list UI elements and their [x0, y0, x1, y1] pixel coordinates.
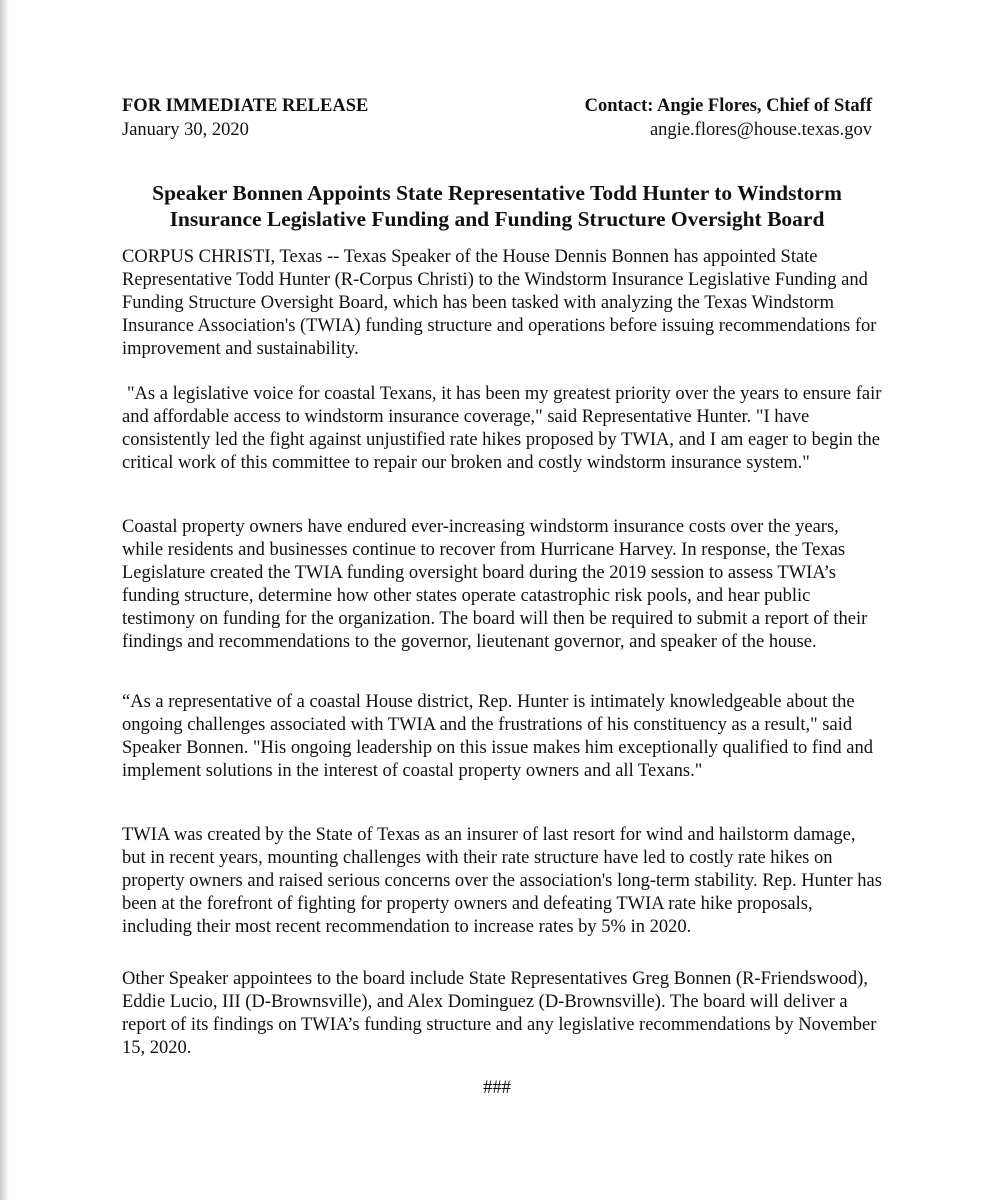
contact-name: : Angie Flores, Chief of Staff: [647, 96, 872, 116]
headline-line-2: Insurance Legislative Funding and Funding Structure Oversight Board: [169, 207, 825, 231]
release-info: [122, 94, 368, 142]
paragraph-background: Coastal property owners have endured ever-increasing windstorm insurance costs over the years, while residents and businesses continue to recover from Hurricane Harvey. In response, the Texas Legislature created the TWIA funding oversight board during the 2019 session to assess TWIA’s funding structure, determine how other states operate catastrophic risk pools, and hear public testimony on funding for the organization. The board will then be required to submit a report of their findings and recommendations to the governor, lieutenant governor, and speaker of the house.: [122, 517, 868, 652]
contact-info: [585, 94, 872, 142]
paragraph-intro: CORPUS CHRISTI, Texas -- Texas Speaker of the House Dennis Bonnen has appointed State Representative Todd Hunter (R-Corpus Christi) to the Windstorm Insurance Legislative Funding and Funding Structure Oversight Board, which has been tasked with analyzing the Texas Windstorm Insurance Association's (TWIA) funding structure and operations before issuing recommendations for improvement and sustainability.: [122, 247, 877, 359]
release-date: January 30, 2020: [122, 120, 249, 140]
paragraph-appointees: Other Speaker appointees to the board include State Representatives Greg Bonnen (R-Friendswood), Eddie Lucio, III (D-Brownsville), and Alex Dominguez (D-Brownsville). The board will deliver a report of its findings on TWIA’s funding structure and any legislative recommendations by November 15, 2020.: [122, 969, 877, 1058]
contact-line: [585, 94, 872, 118]
end-mark: ###: [483, 1078, 511, 1098]
release-label: FOR IMMEDIATE RELEASE: [122, 96, 369, 116]
release-header: [122, 94, 872, 144]
paragraph-twia-history: TWIA was created by the State of Texas as an insurer of last resort for wind and hailstorm damage, but in recent years, mounting challenges with their rate structure have led to costly rate hikes on property owners and raised serious concerns over the association's long-term stability. Rep. Hunter has been at the forefront of fighting for property owners and defeating TWIA rate hike proposals, including their most recent recommendation to increase rates by 5% in 2020.: [122, 825, 882, 937]
paragraph-hunter-quote: "As a legislative voice for coastal Texans, it has been my greatest priority over the years to ensure fair and affordable access to windstorm insurance coverage," said Representative Hunter. "I have consistently led the fight against unjustified rate hikes proposed by TWIA, and I am eager to begin the critical work of this committee to repair our broken and costly windstorm insurance system.": [122, 384, 882, 473]
headline-line-1: Speaker Bonnen Appoints State Representative Todd Hunter to Windstorm: [152, 181, 842, 205]
contact-email: angie.flores@house.texas.gov: [649, 120, 872, 140]
paragraph-bonnen-quote: “As a representative of a coastal House district, Rep. Hunter is intimately knowledgeable about the ongoing challenges associated with TWIA and the frustrations of his constituency as a result," said Speaker Bonnen. "His ongoing leadership on this issue makes him exceptionally qualified to find and implement solutions in the interest of coastal property owners and all Texans.": [122, 692, 874, 781]
headline: [120, 180, 874, 232]
contact-label: Contact: [584, 96, 648, 116]
page-edge-shadow: [0, 0, 9, 1200]
